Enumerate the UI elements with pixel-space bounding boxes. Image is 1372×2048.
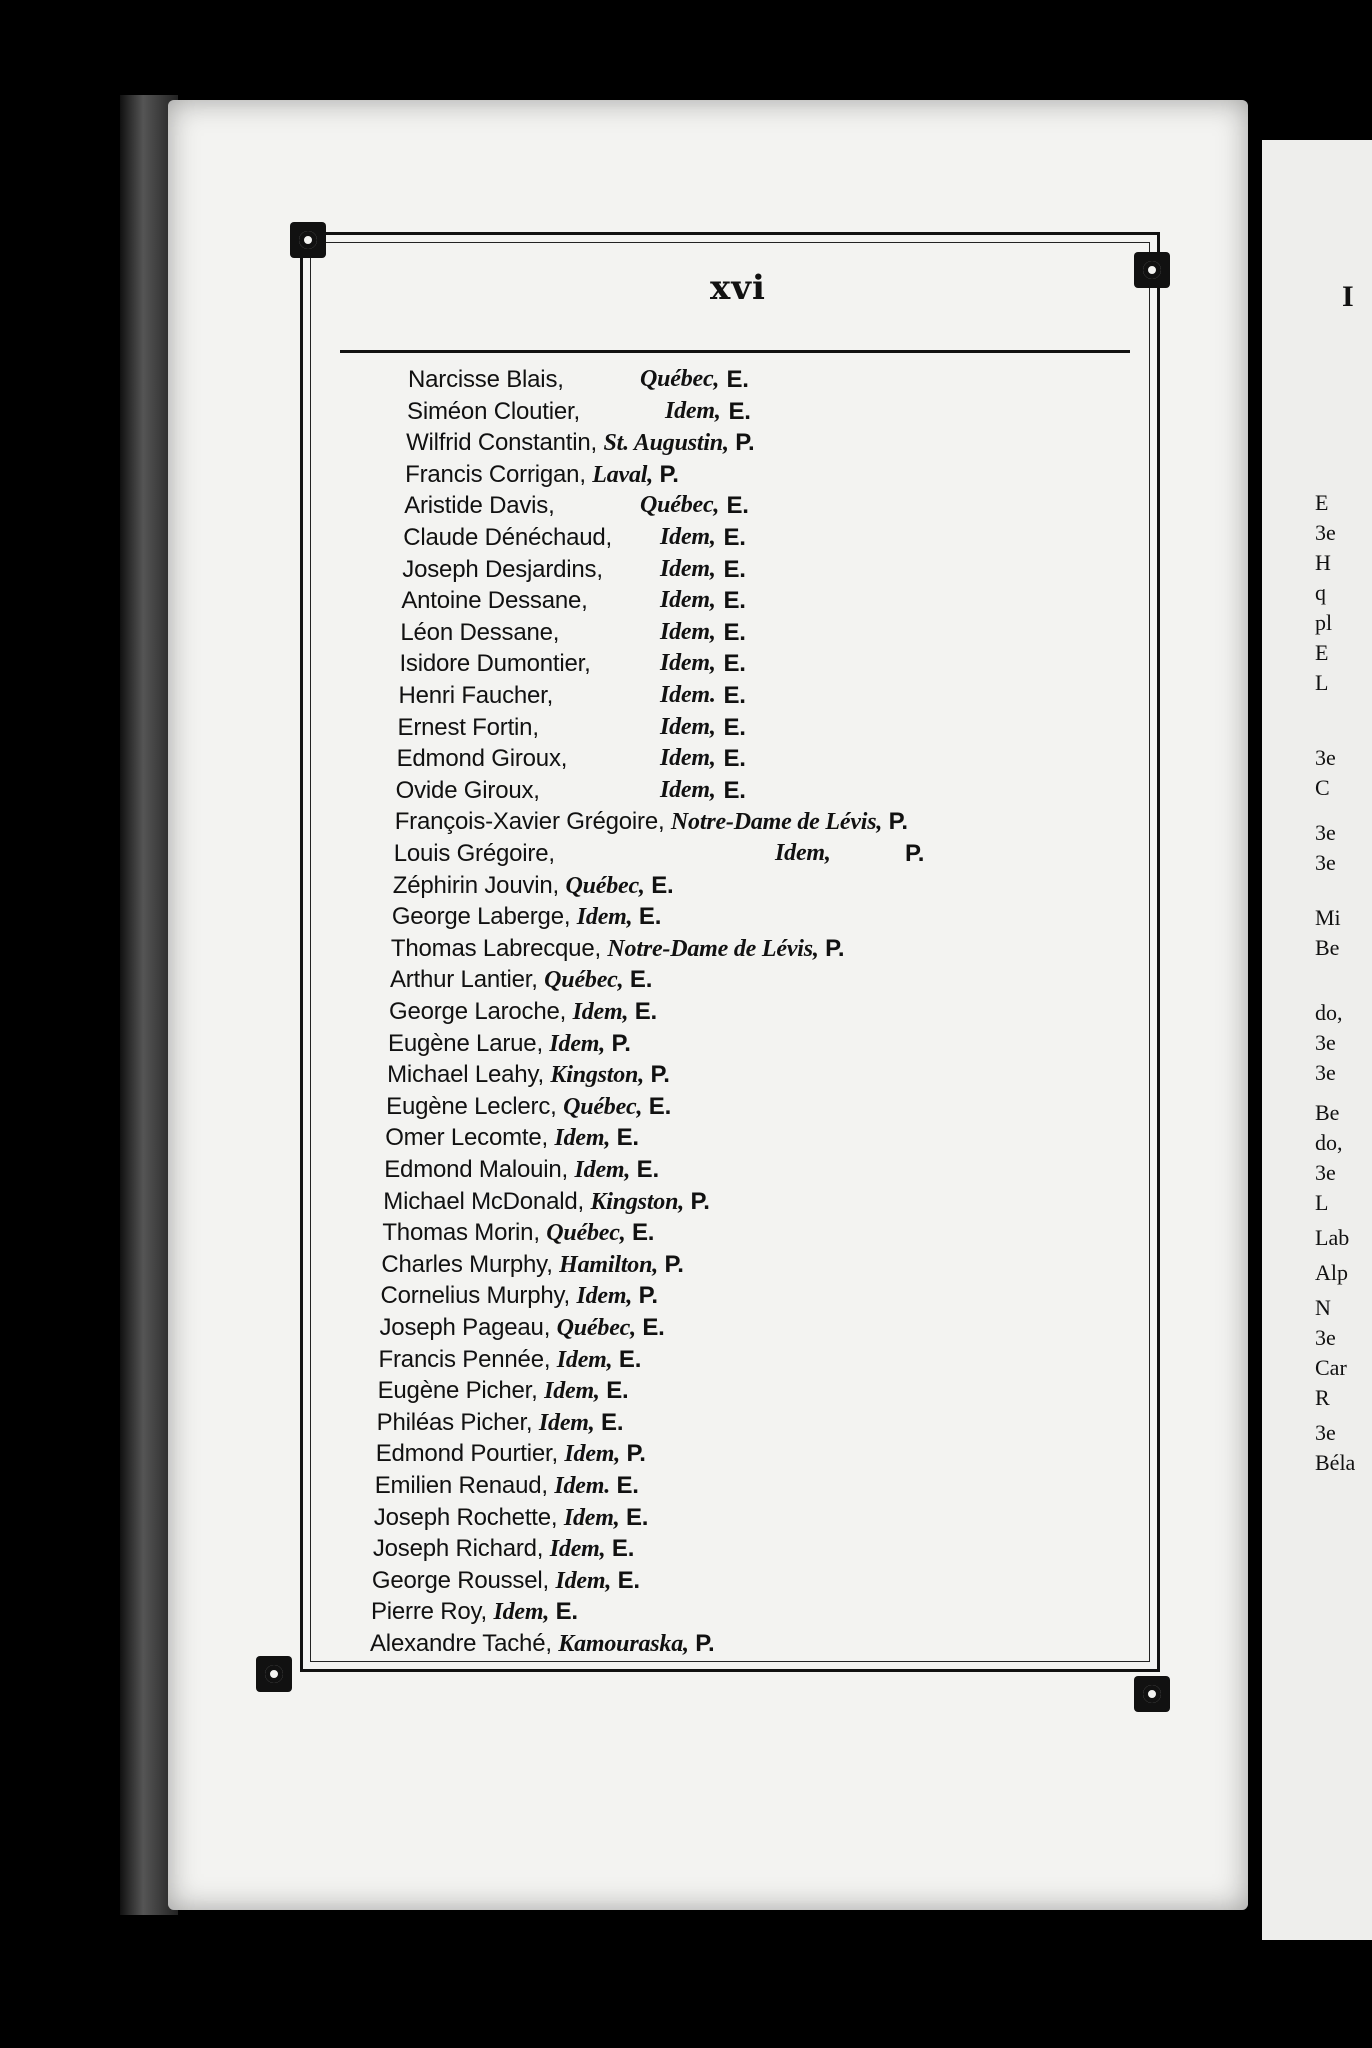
entry-row [395,808,908,840]
entry-code: E. [723,618,746,646]
adjacent-page-fragment: N [1315,1295,1331,1320]
entry-row [373,1535,634,1567]
entry-name: George Laberge, [391,903,571,931]
entry-name: Narcisse Blais, [408,366,564,393]
entry-row [408,366,749,398]
entry-code: E. [728,397,751,425]
adjacent-page-fragment: 3e [1315,820,1336,845]
entry-place: Idem, [549,1030,606,1057]
entry-name: Edmond Malouin, [384,1156,569,1183]
entry-code: E. [651,871,674,899]
adjacent-page-fragment: 3e [1315,1160,1336,1185]
entry-code: E. [636,1156,659,1183]
adjacent-page-fragment: H [1315,550,1331,575]
entry-place: Idem, [563,1504,620,1531]
entry-place: Québec, [546,1220,626,1247]
entry-place: Québec, [565,872,645,899]
entry-code: P. [695,1630,715,1657]
entry-place: Idem, [572,999,629,1025]
entry-row [398,682,746,714]
entry-row [387,1061,670,1093]
entry-code: P. [735,429,755,457]
entry-name: Francis Pennée, [378,1345,551,1373]
entry-place: Idem, [576,1283,633,1310]
entry-place: Québec, [639,492,720,519]
entry-code: E. [723,713,746,741]
entry-code: P. [690,1187,710,1215]
header-rule [340,350,1130,353]
entry-name: Alexandre Taché, [370,1630,552,1657]
entry-code: E. [642,1314,665,1341]
entry-place: Idem, [538,1409,595,1436]
entry-name: Joseph Desjardins, [402,555,603,583]
entry-name: Omer Lecomte, [385,1124,548,1152]
entry-row [399,650,746,682]
entry-code: P. [664,1250,684,1278]
adjacent-page-fragment: 3e [1315,1030,1336,1055]
entry-name: Eugène Picher, [377,1377,538,1405]
entry-code: E. [726,492,749,520]
entry-place: Kingston, [550,1062,645,1089]
entry-place: Idem, [554,1125,611,1152]
entry-place: Kamouraska, [558,1631,689,1657]
entry-name: Charles Murphy, [381,1250,553,1278]
entry-code: P. [638,1282,658,1310]
entry-code: P. [825,934,845,962]
entry-row [396,745,746,777]
entry-place: Idem, [659,587,716,614]
adjacent-page-fragment: Alp [1315,1260,1348,1285]
entry-row [376,1440,646,1472]
entry-row [405,461,679,493]
entry-code: E. [629,966,653,994]
entry-place: Idem, [555,1567,612,1594]
entry-place: Idem, [549,1536,606,1563]
entry-name: Eugène Leclerc, [386,1092,557,1120]
entry-name: Zéphirin Jouvin, [392,871,560,899]
adjacent-page-fragment: do, [1315,1130,1343,1155]
adjacent-page-fragment: E [1315,640,1329,665]
entry-row [380,1314,665,1346]
entry-name: George Roussel, [371,1566,549,1594]
entry-place: Québec, [640,366,720,392]
entry-code: E. [726,366,749,393]
entry-row [393,872,674,904]
entry-row [402,555,746,588]
entry-name: Siméon Cloutier, [407,397,580,425]
entry-row [371,1598,578,1630]
adjacent-page-fragment: do, [1315,1000,1343,1025]
entry-place: Idem, [660,524,716,550]
adjacent-page-fragment: 3e [1315,1420,1336,1445]
entry-name: George Laroche, [389,998,567,1025]
entry-code: P. [905,840,925,867]
corner-ornament-icon [256,1656,292,1692]
entry-row [374,1504,648,1536]
entry-name: Isidore Dumontier, [399,650,591,678]
entry-place: Idem, [659,776,716,803]
entry-code: P. [650,1061,670,1089]
entry-name: Thomas Morin, [382,1219,540,1247]
entry-name: Henri Faucher, [398,682,554,709]
entry-name: Claude Dénéchaud, [403,524,613,551]
corner-ornament-icon [1134,252,1170,288]
entry-row [380,1282,657,1314]
entry-row [381,1251,683,1283]
entry-place: Idem, [775,840,831,866]
adjacent-page-fragment: Be [1315,1100,1340,1125]
entry-place: Idem, [556,1346,613,1373]
adjacent-page-fragment: L [1315,1190,1329,1215]
entry-name: Michael Leahy, [387,1061,544,1089]
entry-place: Idem, [659,650,716,677]
entry-name: Ovide Giroux, [395,776,540,804]
entry-row [401,587,746,619]
entry-code: E. [606,1377,629,1405]
entry-code: E. [634,998,658,1025]
entry-place: Hamilton, [559,1251,659,1278]
adjacent-page-fragment: 3e [1315,850,1336,875]
entry-code: E. [723,587,746,615]
entry-code: P. [611,1029,631,1057]
entry-row [403,524,746,556]
adjacent-page-fragment: Lab [1315,1225,1350,1250]
entry-code: P. [659,460,679,488]
entry-name: Eugène Larue, [388,1029,543,1057]
entry-place: Notre-Dame de Lévis, [607,935,819,962]
entry-code: E. [631,1219,655,1247]
entry-row [382,1219,654,1251]
entry-row [391,935,844,967]
entry-name: François-Xavier Grégoire, [394,808,665,836]
entry-row [407,397,751,430]
entry-place: Idem, [564,1441,621,1468]
entry-code: E. [723,745,746,773]
page-number: xvi [710,268,766,308]
entry-place: St. Augustin, [603,430,729,457]
entry-row [388,1030,631,1062]
entry-place: Idem, [576,904,633,931]
entry-row [406,429,754,461]
entry-name: Michael McDonald, [383,1187,584,1215]
entry-place: Idem, [493,1599,550,1626]
adjacent-page-fragment: 3e [1315,1060,1336,1085]
entry-code: P. [626,1440,646,1468]
entry-row [383,1188,709,1220]
entry-row [395,776,746,809]
entry-code: E. [626,1503,649,1531]
entry-name: Cornelius Murphy, [380,1282,570,1310]
entry-row [384,1156,659,1188]
entry-place: Idem. [660,682,716,708]
entry-name: Emilien Renaud, [374,1472,548,1499]
entry-code: E. [601,1408,624,1436]
entry-code: E. [648,1092,672,1120]
adjacent-page-fragment: E [1315,490,1329,515]
entry-row [372,1567,640,1599]
entry-name: Joseph Rochette, [373,1503,558,1531]
entry-row [393,840,925,872]
entry-name: Thomas Labrecque, [390,934,601,962]
corner-ornament-icon [290,222,326,258]
entry-name: Pierre Roy, [370,1598,487,1626]
entry-row [400,618,746,651]
adjacent-page-fragment: R [1315,1385,1330,1410]
entry-row [389,998,657,1030]
entry-code: E. [723,776,746,804]
entry-place: Québec, [563,1093,643,1120]
entry-row [385,1124,639,1156]
adjacent-page-fragment: Be [1315,935,1340,960]
entry-code: E. [723,555,746,583]
entry-name: Arthur Lantier, [389,966,538,994]
entry-row [404,492,749,524]
entry-code: E. [618,1345,642,1373]
entry-name: Philéas Picher, [376,1408,533,1436]
entry-code: E. [723,650,746,678]
entry-name: Léon Dessane, [400,618,560,646]
entry-code: E. [611,1535,635,1563]
adjacent-page-fragment: Béla [1315,1450,1356,1475]
entry-place: Idem, [544,1378,600,1405]
adjacent-page-fragment: I [1342,280,1354,313]
adjacent-page-fragment: 3e [1315,745,1336,770]
entry-code: E. [616,1472,639,1499]
entry-place: Idem, [659,618,716,645]
corner-ornament-icon [1134,1676,1170,1712]
adjacent-page-fragment: 3e [1315,1325,1336,1350]
entry-code: E. [723,682,746,709]
entry-row [390,966,652,998]
entry-name: Louis Grégoire, [393,840,555,867]
entry-name: Edmond Giroux, [396,745,568,773]
entry-row [377,1409,624,1441]
entry-name: Francis Corrigan, [405,460,586,488]
adjacent-page-fragment: 3e [1315,520,1336,545]
entry-name: Joseph Pageau, [379,1314,551,1341]
entry-name: Ernest Fortin, [397,713,539,741]
entry-code: E. [723,524,746,551]
entry-row [370,1630,714,1662]
entry-place: Québec, [544,967,624,994]
entry-place: Notre-Dame de Lévis, [670,809,883,836]
entry-row [379,1346,642,1378]
adjacent-page-fragment: C [1315,775,1330,800]
entry-place: Idem, [659,555,716,582]
entry-name: Joseph Richard, [372,1535,544,1563]
adjacent-page-fragment: Mi [1315,905,1341,930]
entry-name: Wilfrid Constantin, [406,429,598,457]
adjacent-page-fragment: q [1315,580,1326,605]
entry-code: E. [638,903,662,931]
entry-place: Idem, [659,745,716,772]
entry-row [375,1472,639,1504]
entry-place: Laval, [592,461,654,488]
entry-place: Québec, [556,1315,636,1341]
adjacent-page-fragment: pl [1315,610,1333,635]
entry-row [397,713,746,746]
entry-code: E. [555,1598,578,1626]
entry-place: Idem, [659,713,716,740]
entry-row [386,1093,671,1125]
entry-place: Idem. [554,1473,610,1499]
entry-place: Idem, [664,397,721,424]
entry-row [378,1377,629,1409]
entry-place: Idem, [574,1157,631,1183]
entry-name: Antoine Dessane, [401,587,588,615]
entry-row [392,903,661,935]
entry-code: P. [888,808,908,836]
adjacent-page-fragment: L [1315,670,1329,695]
entry-code: E. [616,1124,639,1152]
adjacent-page-fragment: Car [1315,1355,1347,1380]
entry-name: Edmond Pourtier, [375,1440,558,1468]
adjacent-page [1262,140,1372,1940]
entry-name: Aristide Davis, [404,492,555,520]
entry-code: E. [617,1566,640,1594]
entry-place: Kingston, [590,1188,685,1215]
